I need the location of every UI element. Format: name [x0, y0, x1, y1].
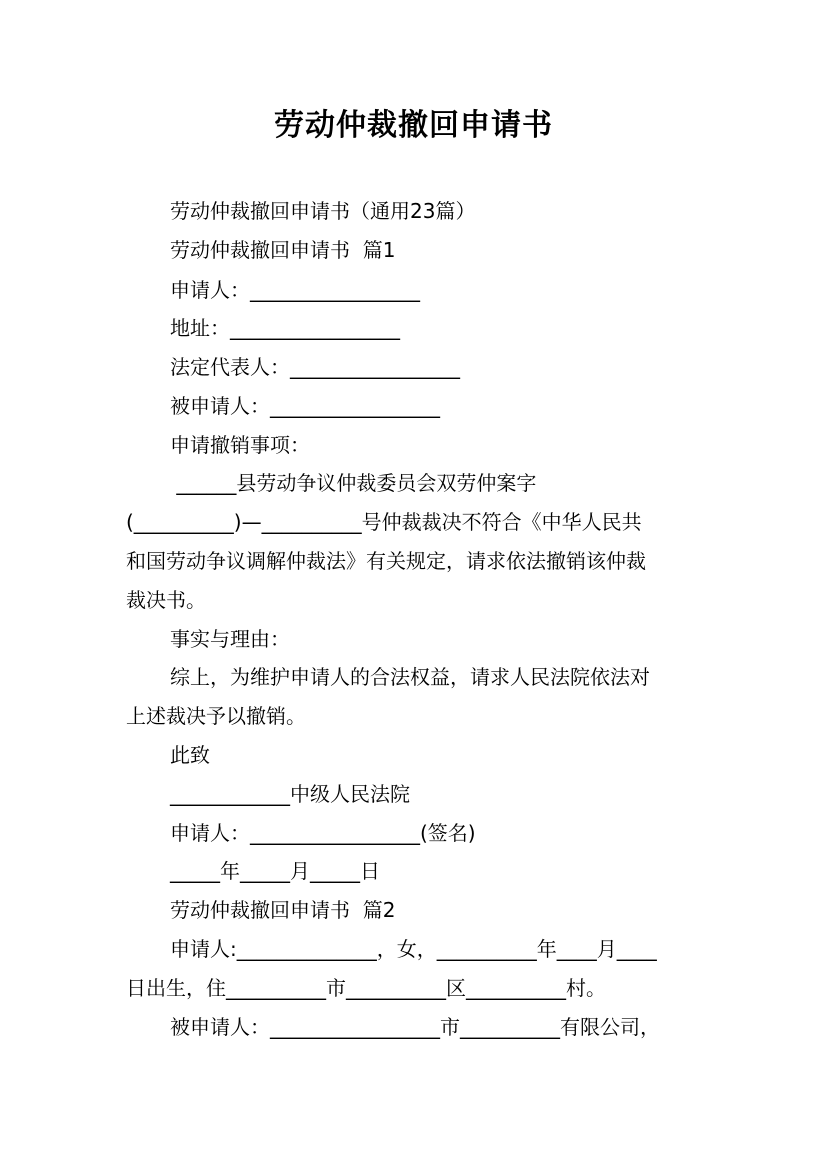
address-line: 地址：_________________: [170, 316, 400, 340]
legal-rep-line: 法定代表人：_________________: [170, 355, 460, 379]
signature-line: 申请人：_________________(签名): [170, 821, 476, 845]
facts-heading: 事实与理由：: [170, 627, 290, 651]
paragraph-line: 裁决书。: [126, 588, 206, 612]
paragraph-line: 和国劳动争议调解仲裁法》有关规定，请求依法撤销该仲裁: [126, 549, 646, 573]
revocation-items-heading: 申请撤销事项：: [170, 433, 310, 457]
paragraph-line: 日出生，住__________市__________区__________村。: [126, 976, 606, 1000]
paragraph-line: 上述裁决予以撤销。: [126, 704, 306, 728]
document-title: 劳动仲裁撤回申请书: [274, 108, 553, 143]
section-heading-2: 劳动仲裁撤回申请书 篇2: [170, 898, 396, 922]
paragraph-line: 综上，为维护申请人的合法权益，请求人民法院依法对: [170, 665, 650, 689]
paragraph-line: (__________)—__________号仲裁裁决不符合《中华人民共: [126, 510, 642, 534]
court-line: ____________中级人民法院: [170, 782, 410, 806]
respondent-line: 被申请人：_________________: [170, 394, 440, 418]
date-line: _____年_____月_____日: [170, 859, 380, 883]
paragraph-line: ______县劳动争议仲裁委员会双劳仲案字: [170, 471, 537, 495]
section-heading-1: 劳动仲裁撤回申请书 篇1: [170, 238, 396, 262]
salutation: 此致: [170, 743, 210, 767]
applicant-line: 申请人：_________________: [170, 278, 420, 302]
paragraph-line: 申请人:______________，女，__________年____月____: [170, 937, 657, 961]
paragraph-line: 被申请人：_________________市__________有限公司，: [170, 1015, 660, 1039]
doc-heading-line: 劳动仲裁撤回申请书（通用23篇）: [170, 199, 476, 223]
